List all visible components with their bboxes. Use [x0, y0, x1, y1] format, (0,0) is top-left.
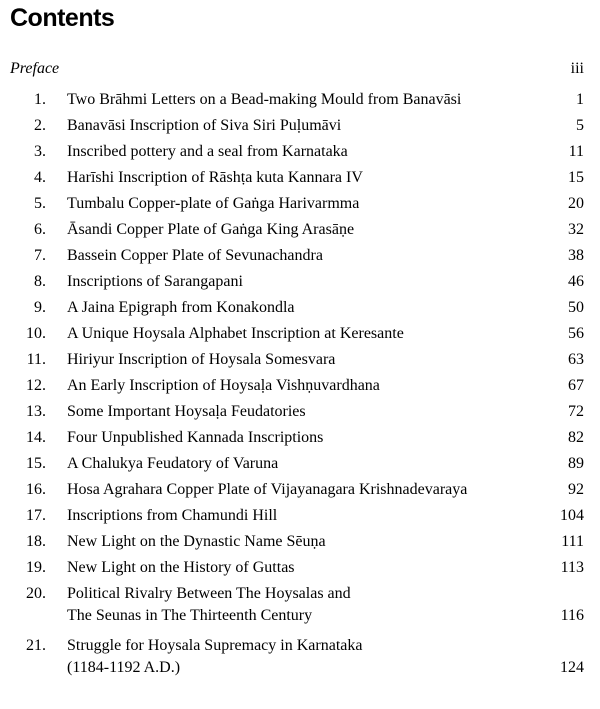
toc-entry-title: Struggle for Hoysala Supremacy in Karnataka — [67, 637, 363, 654]
toc-entry-page: 50 — [568, 299, 584, 316]
toc-entry-number: 17. — [26, 507, 46, 524]
toc-entry-number: 11. — [26, 351, 46, 368]
toc-entry-number: 12. — [26, 377, 46, 394]
toc-entry-page: 92 — [568, 481, 584, 498]
toc-entry-page: 67 — [568, 377, 584, 394]
toc-entry-page: 20 — [568, 195, 584, 212]
toc-entry-title: Hosa Agrahara Copper Plate of Vijayanagara Krishnadevaraya — [67, 481, 468, 498]
toc-entry-number: 6. — [34, 221, 46, 238]
toc-entry-title: Harīshi Inscription of Rāshṭa kuta Kannara IV — [67, 169, 363, 186]
toc-entry-page: 113 — [560, 559, 584, 576]
toc-entry-page: 46 — [568, 273, 584, 290]
toc-entry-page: 104 — [560, 507, 584, 524]
toc-entry-number: 14. — [26, 429, 46, 446]
toc-entry-number: 9. — [34, 299, 46, 316]
toc-entry-title: The Seunas in The Thirteenth Century — [67, 607, 313, 624]
toc-entry-page: 82 — [568, 429, 584, 446]
toc-entry-page: 32 — [568, 221, 584, 238]
toc-entry-number: 20. — [26, 585, 46, 602]
toc-entry-number: 8. — [34, 273, 46, 290]
toc-entry-page: 38 — [568, 247, 584, 264]
toc-entry-number: 1. — [34, 91, 46, 108]
toc-entry-title: Inscriptions from Chamundi Hill — [67, 507, 278, 524]
toc-entry-title: Banavāsi Inscription of Siva Siri Puḷumāvi — [67, 117, 342, 134]
toc-entry-number: 19. — [26, 559, 46, 576]
toc-entry-title: Two Brāhmi Letters on a Bead-making Mould from Banavāsi — [67, 91, 462, 108]
toc-entry-number: 5. — [34, 195, 46, 212]
toc-entry-number: 4. — [34, 169, 46, 186]
toc-preface-title: Preface — [10, 60, 60, 77]
toc-entry-number: 13. — [26, 403, 46, 420]
toc-entry-number: 18. — [26, 533, 46, 550]
toc-entry-page: 15 — [568, 169, 584, 186]
toc-entry-page: 72 — [568, 403, 584, 420]
toc-entry-number: 10. — [26, 325, 46, 342]
toc-entry-number: 16. — [26, 481, 46, 498]
toc-preface-page: iii — [570, 60, 584, 77]
toc-entry-number: 7. — [34, 247, 46, 264]
toc-entry-title: An Early Inscription of Hoysaḷa Vishṇuvardhana — [67, 377, 380, 394]
toc-entry-title: Bassein Copper Plate of Sevunachandra — [67, 247, 323, 264]
toc-entry-page: 63 — [568, 351, 584, 368]
toc-entry-title: Āsandi Copper Plate of Gaṅga King Arasāṇe — [67, 221, 355, 238]
toc-entry-title: A Jaina Epigraph from Konakondla — [67, 299, 295, 316]
toc-entry-number: 15. — [26, 455, 46, 472]
toc-preface-row — [10, 60, 584, 82]
toc-entry-number: 3. — [34, 143, 46, 160]
toc-entry-number: 2. — [34, 117, 46, 134]
toc-entry-title: Inscriptions of Sarangapani — [67, 273, 243, 290]
toc-entry-title: A Unique Hoysala Alphabet Inscription at Keresante — [67, 325, 404, 342]
toc-entry-title: Hiriyur Inscription of Hoysala Somesvara — [67, 351, 336, 368]
toc-entry-page: 56 — [568, 325, 584, 342]
toc-entry-page: 5 — [576, 117, 584, 134]
toc-entry-title: (1184-1192 A.D.) — [67, 659, 181, 676]
toc-entry-title: New Light on the History of Guttas — [67, 559, 295, 576]
toc-entry-page: 124 — [560, 659, 584, 676]
toc-entry-title: A Chalukya Feudatory of Varuna — [67, 455, 279, 472]
toc-entry-page: 89 — [568, 455, 584, 472]
toc-entry-title: Four Unpublished Kannada Inscriptions — [67, 429, 324, 446]
toc-entry-number: 21. — [26, 637, 46, 654]
toc-entry-page: 111 — [561, 533, 584, 550]
toc-entry-title: New Light on the Dynastic Name Sēuṇa — [67, 533, 326, 550]
toc-entry-page: 116 — [560, 607, 584, 624]
toc-entry-title: Some Important Hoysaḷa Feudatories — [67, 403, 306, 420]
toc-entry-page: 1 — [576, 91, 584, 108]
page-title: Contents — [10, 4, 115, 32]
toc-entry-title: Tumbalu Copper-plate of Gaṅga Harivarmma — [67, 195, 360, 212]
toc-entry-page: 11 — [568, 143, 584, 160]
toc-entry-title: Political Rivalry Between The Hoysalas and — [67, 585, 351, 602]
toc-entry-title: Inscribed pottery and a seal from Karnataka — [67, 143, 348, 160]
